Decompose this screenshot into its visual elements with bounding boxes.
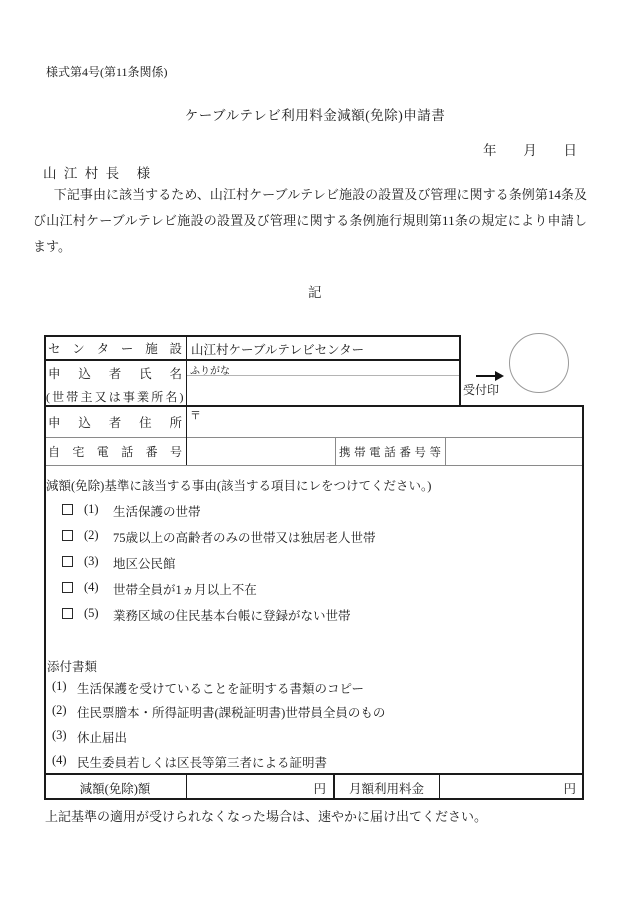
reasons-heading: 減額(免除)基準に該当する事由(該当する項目にレをつけてください。) xyxy=(46,479,432,493)
reason-number: (1) xyxy=(84,502,99,516)
checkbox-reason-3[interactable] xyxy=(62,556,73,567)
reason-item-3 xyxy=(62,554,176,572)
reduction-amount-unit: 円 xyxy=(313,782,326,796)
application-statement: 下記事由に該当するため、山江村ケーブルテレビ施設の設置及び管理に関する条例第14条及び山江村ケーブルテレビ施設の設置及び管理に関する条例施行規則第11条の規定により申請します。 xyxy=(33,187,587,254)
center-facility-label: セ ン タ ー 施 設 xyxy=(48,342,182,356)
attachment-number: (4) xyxy=(52,753,67,767)
attachment-item-1 xyxy=(52,679,364,697)
checkbox-reason-2[interactable] xyxy=(62,530,73,541)
monthly-fee-label: 月額利用料金 xyxy=(348,782,424,796)
applicant-name-sublabel: (世帯主又は事業所名) xyxy=(46,390,184,404)
postal-mark: 〒 xyxy=(190,410,201,422)
checkbox-reason-5[interactable] xyxy=(62,608,73,619)
date-day-label: 日 xyxy=(563,143,577,158)
reason-item-2 xyxy=(62,528,376,546)
applicant-address-label: 申 込 者 住 所 xyxy=(48,416,182,430)
attachment-text: 住民票謄本・所得証明書(課税証明書)世帯員全員のもの xyxy=(77,706,386,720)
attachment-text: 生活保護を受けていることを証明する書類のコピー xyxy=(77,682,365,696)
mobile-phone-field[interactable] xyxy=(447,439,580,464)
attachment-number: (2) xyxy=(52,703,67,717)
reason-text: 生活保護の世帯 xyxy=(113,505,201,519)
reason-item-5 xyxy=(62,606,351,624)
attachment-number: (3) xyxy=(52,728,67,742)
reason-text: 地区公民館 xyxy=(113,557,176,571)
attachment-text: 民生委員若しくは区長等第三者による証明書 xyxy=(77,756,328,770)
attachment-item-3 xyxy=(52,728,127,746)
applicant-name-field[interactable] xyxy=(187,377,459,404)
table-line-address-bottom xyxy=(46,437,582,438)
checkbox-reason-1[interactable] xyxy=(62,504,73,515)
addressee: 山 江 村 長 様 xyxy=(43,166,153,181)
table-border-right xyxy=(582,405,584,800)
reason-text: 世帯全員が1ヵ月以上不在 xyxy=(113,583,257,597)
receipt-stamp-circle xyxy=(509,333,569,393)
reason-number: (2) xyxy=(84,528,99,542)
mobile-phone-label: 携 帯 電 話 番 号 等 xyxy=(339,447,441,459)
date-month-label: 月 xyxy=(523,143,537,158)
arrow-right-icon xyxy=(476,371,504,381)
checkbox-reason-4[interactable] xyxy=(62,582,73,593)
home-phone-field[interactable] xyxy=(188,439,333,464)
applicant-name-label: 申 込 者 氏 名 xyxy=(48,367,182,381)
reason-item-4 xyxy=(62,580,257,598)
applicant-address-field[interactable] xyxy=(205,407,580,436)
reason-text: 業務区域の住民基本台帳に登録がない世帯 xyxy=(113,609,351,623)
arrow-head xyxy=(495,371,504,381)
reason-text: 75歳以上の高齢者のみの世帯又は独居老人世帯 xyxy=(113,531,376,545)
furigana-label: ふりがな xyxy=(190,366,230,377)
center-facility-value: 山江村ケーブルテレビセンター xyxy=(191,343,365,357)
table-line-phone-div2 xyxy=(445,437,446,465)
attachment-item-4 xyxy=(52,753,327,771)
arrow-shaft xyxy=(476,375,495,378)
table-line-phone-div1 xyxy=(335,437,336,465)
table-border-right-upper xyxy=(459,335,461,407)
date-year-label: 年 xyxy=(483,143,497,158)
home-phone-label: 自 宅 電 話 番 号 xyxy=(48,445,182,459)
reason-number: (5) xyxy=(84,606,99,620)
table-border-top xyxy=(44,335,461,337)
reason-number: (4) xyxy=(84,580,99,594)
attachment-item-2 xyxy=(52,703,385,721)
form-number: 様式第4号(第11条関係) xyxy=(46,65,168,79)
footer-note: 上記基準の適用が受けられなくなった場合は、速やかに届け出てください。 xyxy=(45,809,488,824)
attachment-text: 休止届出 xyxy=(77,731,128,745)
reason-number: (3) xyxy=(84,554,99,568)
table-line-phone-bottom xyxy=(46,465,582,466)
receipt-stamp-label: 受付印 xyxy=(463,383,500,397)
monthly-fee-unit: 円 xyxy=(563,782,576,796)
reduction-amount-label: 減額(免除)額 xyxy=(79,782,151,796)
reason-item-1 xyxy=(62,502,201,520)
attachment-number: (1) xyxy=(52,679,67,693)
document-title: ケーブルテレビ利用料金減額(免除)申請書 xyxy=(184,108,446,123)
date-line xyxy=(483,139,577,159)
furigana-field[interactable] xyxy=(187,363,459,375)
record-marker: 記 xyxy=(308,285,322,300)
table-line-row1-bottom xyxy=(44,359,461,361)
attachments-heading: 添付書類 xyxy=(47,660,98,674)
table-border-bottom xyxy=(44,798,584,800)
